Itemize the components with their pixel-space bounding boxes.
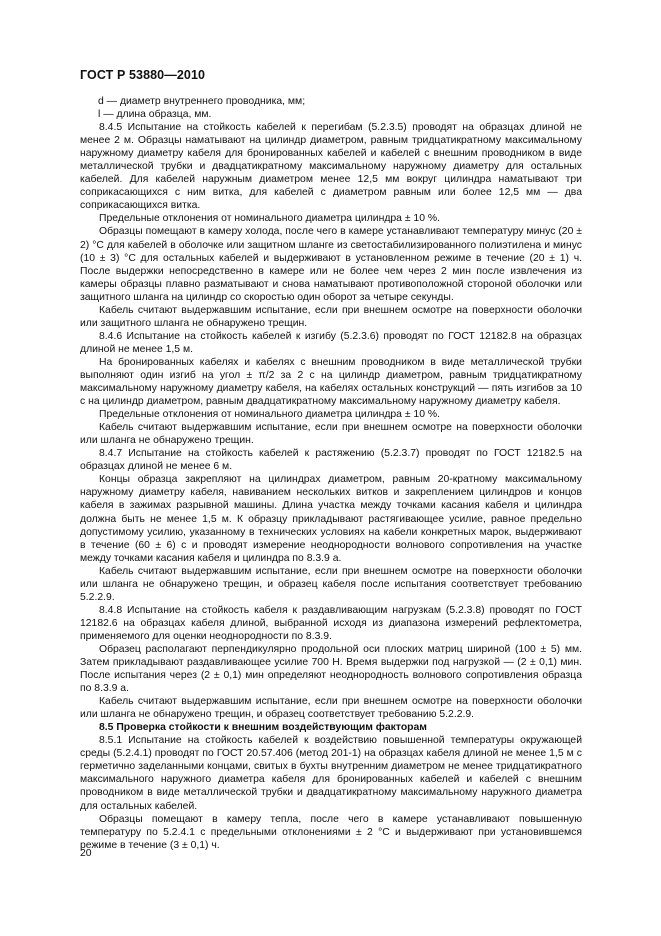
paragraph-acceptance-3: Кабель считают выдержавшим испытание, если при внешнем осмотре на поверхности оболочки или шланга не обнаружено трещин, и образец кабеля после испытания соответствует требованию 5.2.2.9. bbox=[80, 565, 582, 603]
paragraph-acceptance-4: Кабель считают выдержавшим испытание, если при внешнем осмотре на поверхности оболочки или шланга не обнаружено трещин, и образец соответствует требованию 5.2.2.9. bbox=[80, 696, 582, 721]
paragraph-acceptance-1: Кабель считают выдержавшим испытание, если при внешнем осмотре на поверхности оболочки или защитного шланга не обнаружено трещин. bbox=[80, 304, 582, 329]
clause-8-4-7: 8.4.7 Испытание на стойкость кабелей к растяжению (5.2.3.7) проводят по ГОСТ 12182.5 на образцах длиной не менее 6 м. bbox=[80, 448, 582, 473]
paragraph-tolerance-1: Предельные отклонения от номинального диаметра цилиндра ± 10 %. bbox=[99, 213, 440, 225]
page-number: 20 bbox=[80, 848, 92, 859]
document-body bbox=[80, 95, 582, 852]
standard-code-header: ГОСТ Р 53880—2010 bbox=[80, 68, 206, 82]
clause-8-4-6: 8.4.6 Испытание на стойкость кабелей к изгибу (5.2.3.6) проводят по ГОСТ 12182.8 на образцах длиной не менее 1,5 м. bbox=[80, 330, 582, 355]
paragraph-heat-chamber: Образцы помещают в камеру тепла, после чего в камере устанавливают повышенную температуру по 5.2.4.1 с предельными отклонениями ± 2 °С и выдерживают при установившемся режиме в течение (3 ± 0,1) ч. bbox=[80, 813, 582, 851]
definition-l: l — длина образца, мм. bbox=[98, 109, 212, 121]
section-heading-8-5: 8.5 Проверка стойкости к внешним воздействующим факторам bbox=[99, 722, 427, 734]
paragraph-tolerance-2: Предельные отклонения от номинального диаметра цилиндра ± 10 %. bbox=[99, 409, 440, 421]
paragraph-acceptance-2: Кабель считают выдержавшим испытание, если при внешнем осмотре на поверхности оболочки или шланга не обнаружено трещин. bbox=[80, 422, 582, 447]
paragraph-bending: На бронированных кабелях и кабелях с внешним проводником в виде металлической трубки выполняют один изгиб на угол ± π/2 за 2 с на цилиндр диаметром, равным тридцатикратному максимальному наружному диаметру кабеля, на кабелях остальных конструкций — пять изгибов за 10 с на цилиндр диаметром, равным двадцатикратному максимальному наружному диаметру кабеля. bbox=[80, 356, 582, 408]
clause-8-5-1: 8.5.1 Испытание на стойкость кабелей к воздействию повышенной температуры окружающей среды (5.2.4.1) проводят по ГОСТ 20.57.406 (метод 201-1) на образцах кабеля длиной не менее 1,5 м с герметично заделанными концами, свитых в бухты внутренним диаметром не менее тридцатикратного максимального наружного диаметра кабеля для бронированных кабелей и кабелей с внешним проводником в виде металлической трубки и двадцатикратному максимальному наружного диаметра для остальных кабелей. bbox=[80, 735, 582, 812]
paragraph-crush: Образец располагают перпендикулярно продольной оси плоских матриц шириной (100 ± 5) мм. Затем прикладывают раздавливающее усилие 700 Н. Время выдержки под нагрузкой — (2 ± 0,1) мин. После испытания через (2 ± 0,1) мин определяют неоднородность волнового сопротивления образца по 8.3.9 а. bbox=[80, 643, 582, 695]
paragraph-cold-chamber: Образцы помещают в камеру холода, после чего в камере устанавливают температуру минус (20 ± 2) °С для кабелей в оболочке или защитном шланге из светостабилизированного полиэтилена и минус (10 ± 3) °С для остальных кабелей и выдерживают в установленном режиме в течение (20 ± 1) ч. После выдержки непосредственно в камере или не более чем через 2 мин после извлечения из камеры образцы плавно разматывают и снова наматывают противоположной стороной оболочки или защитного шланга на цилиндр со скоростью один оборот за четыре секунды. bbox=[80, 226, 582, 303]
clause-8-4-5: 8.4.5 Испытание на стойкость кабелей к перегибам (5.2.3.5) проводят на образцах длиной не менее 2 м. Образцы наматывают на цилиндр диаметром, равным тридцатикратному максимальному наружному диаметру кабеля для бронированных кабелей и кабелей с внешним проводником в виде металлической трубки и двадцатикратному максимальному наружному диаметру для остальных кабелей. Для кабелей наружным диаметром менее 12,5 мм вокруг цилиндра наматывают три соприкасающихся с ним витка, для кабелей с диаметром равным или более 12,5 мм — два соприкасающихся витка. bbox=[80, 122, 582, 212]
paragraph-tension: Концы образца закрепляют на цилиндрах диаметром, равным 20-кратному максимальному наружному диаметру кабеля, навиванием нескольких витков и закреплением цилиндров и концов кабеля в зажимах разрывной машины. Длина участка между точками касания кабеля и цилиндра должна быть не менее 1,5 м. К образцу прикладывают растягивающее усилие, равное предельно допустимому усилию, указанному в технических условиях на кабели конкретных марок, выдерживают в течение (60 ± 6) с и проводят измерение неоднородности волнового сопротивления на участке между точками касания кабеля и цилиндра по 8.3.9 а. bbox=[80, 474, 582, 564]
definition-d: d — диаметр внутреннего проводника, мм; bbox=[98, 96, 306, 107]
clause-8-4-8: 8.4.8 Испытание на стойкость кабеля к раздавливающим нагрузкам (5.2.3.8) проводят по ГОСТ 12182.6 на образцах кабеля длиной, выбранной исходя из диапазона измерений рефлектометра, применяемого для оценки неоднородности по 8.3.9. bbox=[80, 604, 582, 642]
